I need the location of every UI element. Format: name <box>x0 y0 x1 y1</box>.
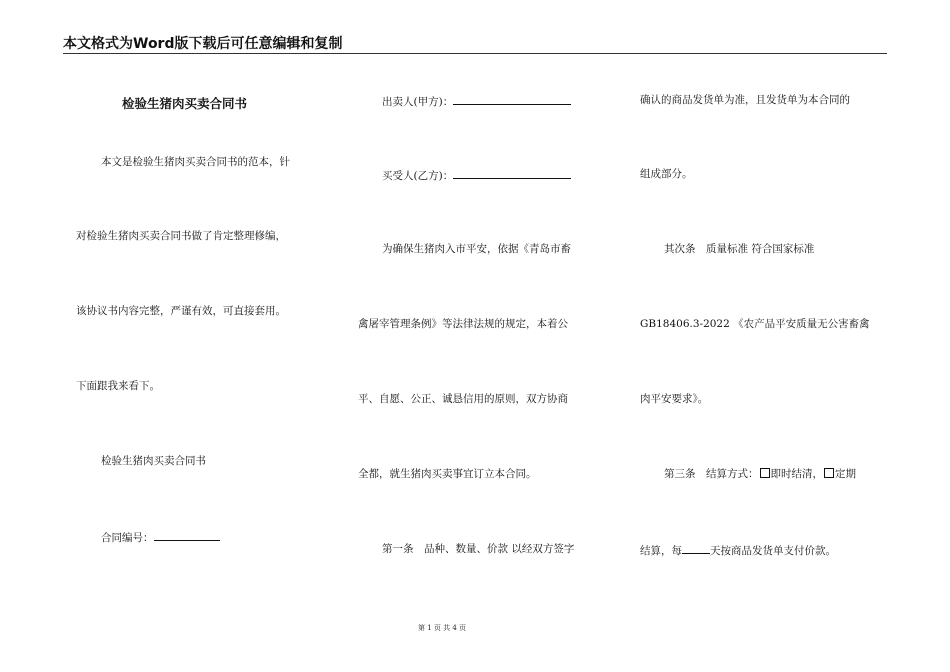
document-title: 检验生猪肉买卖合同书 <box>122 96 248 111</box>
buyer-label: 买受人(乙方)： <box>382 170 454 182</box>
payment-line <box>640 542 836 558</box>
seller-blank <box>453 93 571 105</box>
article-2-line: 其次条 质量标准 符合国家标准 <box>664 243 815 255</box>
preamble-line-1: 为确保生猪肉入市平安，依据《青岛市畜 <box>382 243 571 255</box>
standard-line-2: 肉平安要求》。 <box>640 393 709 405</box>
payment-prefix: 结算，每 <box>640 545 682 557</box>
periodic-settlement-label: 定期 <box>835 468 856 480</box>
intro-line-2: 对检验生猪肉买卖合同书做了肯定整理修编， <box>76 230 286 242</box>
intro-line-4: 下面跟我来看下。 <box>76 380 160 392</box>
article-1-continued-line-2: 组成部分。 <box>640 168 693 180</box>
contract-number-label: 合同编号： <box>101 532 154 544</box>
page-number: 第 1 页 共 4 页 <box>417 624 467 632</box>
payment-days-blank <box>682 542 710 554</box>
standard-line-1: GB18406.3-2022 《农产品平安质量无公害畜禽 <box>640 318 870 330</box>
contract-number-row <box>101 529 220 545</box>
buyer-blank <box>453 167 571 179</box>
contract-number-blank <box>154 529 220 541</box>
seller-row <box>382 93 571 109</box>
preamble-line-4: 全都，就生猪肉买卖事宜订立本合同。 <box>358 468 537 480</box>
periodic-settlement-checkbox <box>824 468 834 478</box>
article-3-label: 第三条 结算方式： <box>664 468 759 480</box>
document-header: 本文格式为Word版下载后可任意编辑和复制 <box>63 35 887 54</box>
contract-subtitle: 检验生猪肉买卖合同书 <box>101 455 206 467</box>
preamble-line-3: 平、自愿、公正、诚恳信用的原则，双方协商 <box>358 393 568 405</box>
payment-suffix: 天按商品发货单支付价款。 <box>710 545 836 557</box>
article-3-line <box>664 467 856 481</box>
preamble-line-2: 禽屠宰管理条例》等法律法规的规定，本着公 <box>358 318 568 330</box>
article-1-line: 第一条 品种、数量、价款 以经双方签字 <box>382 543 575 555</box>
intro-line-3: 该协议书内容完整，严谨有效，可直接套用。 <box>76 305 286 317</box>
buyer-row <box>382 167 571 183</box>
article-1-continued-line-1: 确认的商品发货单为准，且发货单为本合同的 <box>640 94 850 106</box>
seller-label: 出卖人(甲方)： <box>382 96 454 108</box>
intro-line-1: 本文是检验生猪肉买卖合同书的范本，针 <box>101 156 290 168</box>
immediate-settlement-checkbox <box>760 468 770 478</box>
immediate-settlement-label: 即时结清， <box>770 468 823 480</box>
